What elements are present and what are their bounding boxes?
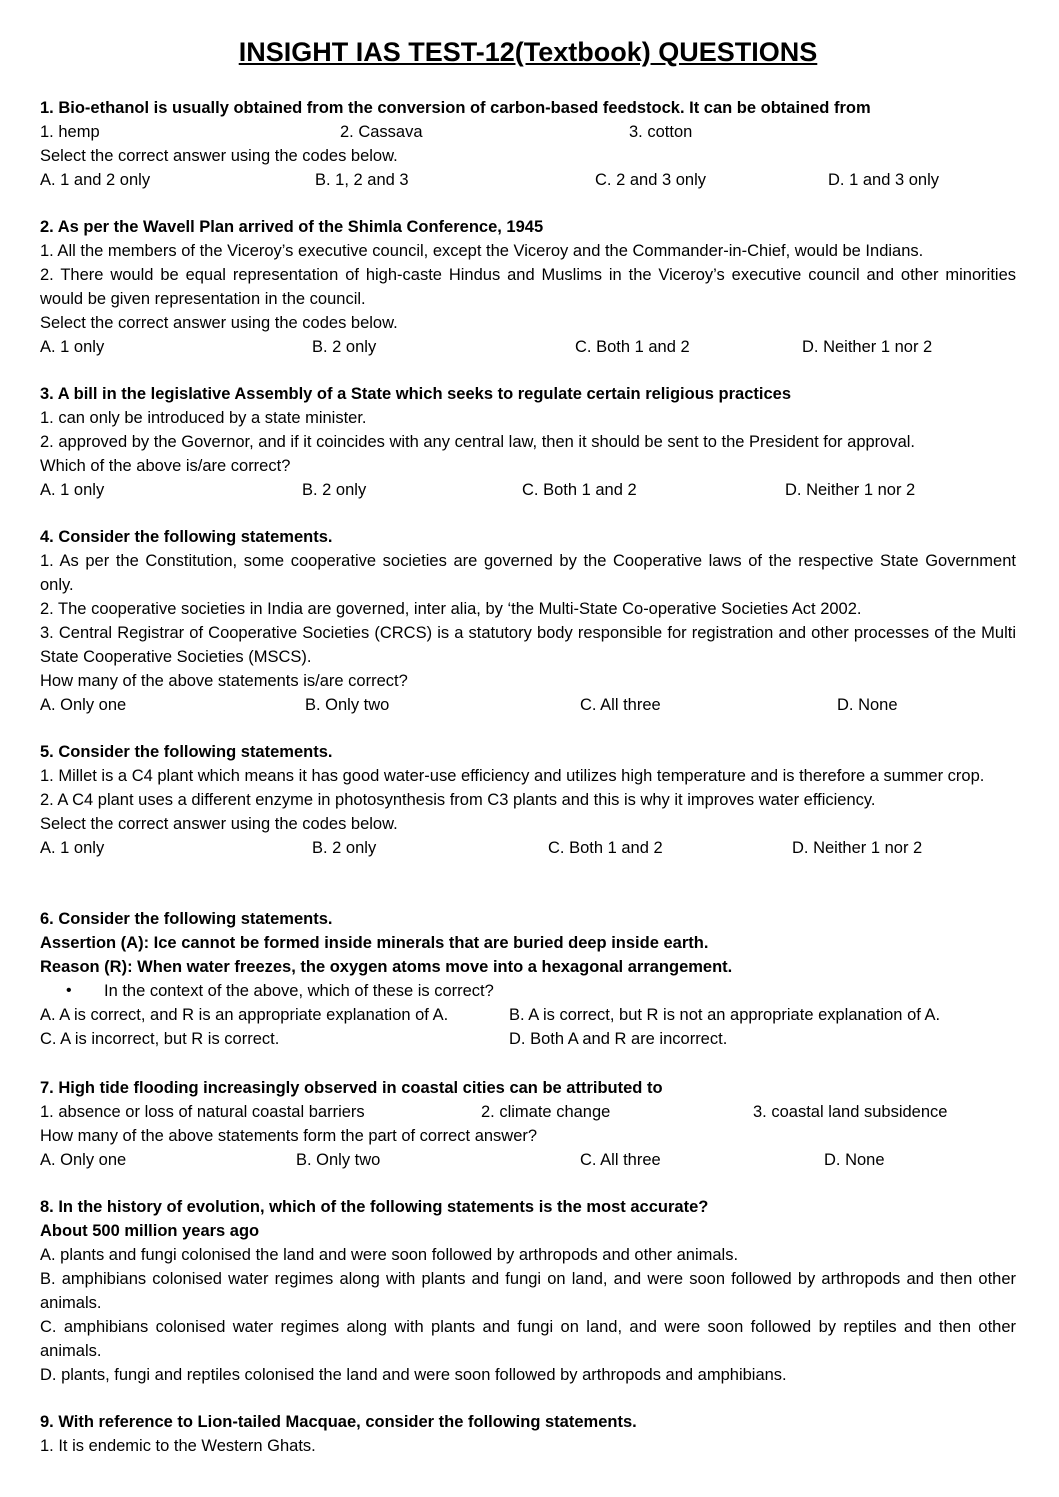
question-stem: 2. As per the Wavell Plan arrived of the Shimla Conference, 1945	[40, 218, 544, 236]
statement: 1. can only be introduced by a state minister.	[40, 409, 367, 427]
option: C. Both 1 and 2	[575, 338, 690, 356]
question-prompt: Select the correct answer using the codes below.	[40, 314, 398, 332]
item: 2. Cassava	[340, 123, 423, 141]
question-stem: 8. In the history of evolution, which of the following statements is the most accurate?	[40, 1198, 709, 1216]
question-stem: 3. A bill in the legislative Assembly of a State which seeks to regulate certain religious practices	[40, 385, 792, 403]
option: B. 2 only	[312, 338, 377, 356]
option: B. 2 only	[312, 839, 377, 857]
question-7	[40, 1076, 1016, 1172]
option-row	[40, 335, 1016, 359]
statement: 2. approved by the Governor, and if it coincides with any central law, then it should be sent to the President for approval.	[40, 433, 916, 451]
option: C. Both 1 and 2	[548, 839, 663, 857]
option-row	[40, 1003, 1016, 1027]
option: C. A is incorrect, but R is correct.	[40, 1030, 280, 1048]
statement: 2. A C4 plant uses a different enzyme in photosynthesis from C3 plants and this is why it improves water efficiency.	[40, 791, 876, 809]
option: A. 1 only	[40, 481, 105, 499]
option: D. None	[824, 1151, 885, 1169]
item-row	[40, 1100, 1016, 1124]
option: C. All three	[580, 696, 661, 714]
option: A. 1 only	[40, 338, 105, 356]
option: D. Neither 1 nor 2	[785, 481, 916, 499]
option-row	[40, 1148, 1016, 1172]
option-row	[40, 168, 1016, 192]
page-title: INSIGHT IAS TEST-12(Textbook) QUESTIONS	[238, 37, 818, 67]
statement: 3. Central Registrar of Cooperative Societies (CRCS) is a statutory body responsible for registration and other processes of the Multi State Cooperative Societies (MSCS).	[40, 624, 1016, 666]
option: A. plants and fungi colonised the land and were soon followed by arthropods and other animals.	[40, 1246, 739, 1264]
question-prompt: How many of the above statements is/are correct?	[40, 672, 408, 690]
item: 3. coastal land subsidence	[753, 1103, 948, 1121]
option: D. 1 and 3 only	[828, 171, 939, 189]
question-prompt: • In the context of the above, which of these is correct?	[40, 979, 1016, 1003]
option-row	[40, 1027, 1016, 1051]
question-3	[40, 382, 1016, 502]
option: B. amphibians colonised water regimes along with plants and fungi on land, and were soon followed by arthropods and then other animals.	[40, 1270, 1016, 1312]
option: B. Only two	[296, 1151, 381, 1169]
item: 1. hemp	[40, 123, 100, 141]
option-row	[40, 693, 1016, 717]
option: D. None	[837, 696, 898, 714]
question-substem: About 500 million years ago	[40, 1222, 260, 1240]
question-4	[40, 525, 1016, 717]
question-stem: 4. Consider the following statements.	[40, 528, 333, 546]
question-stem: 7. High tide flooding increasingly observed in coastal cities can be attributed to	[40, 1079, 663, 1097]
assertion: Assertion (A): Ice cannot be formed inside minerals that are buried deep inside earth.	[40, 934, 709, 952]
question-6	[40, 907, 1016, 1051]
option: B. 1, 2 and 3	[315, 171, 409, 189]
option: D. Neither 1 nor 2	[792, 839, 923, 857]
question-stem: 9. With reference to Lion-tailed Macquae, consider the following statements.	[40, 1413, 637, 1431]
option: B. A is correct, but R is not an appropriate explanation of A.	[509, 1006, 941, 1024]
statement: 2. The cooperative societies in India are governed, inter alia, by ‘the Multi-State Co-operative Societies Act 2002.	[40, 600, 862, 618]
question-prompt: Which of the above is/are correct?	[40, 457, 291, 475]
question-prompt: Select the correct answer using the codes below.	[40, 147, 398, 165]
question-5	[40, 740, 1016, 860]
option: C. 2 and 3 only	[595, 171, 706, 189]
option: D. plants, fungi and reptiles colonised the land and were soon followed by arthropods and amphibians.	[40, 1366, 787, 1384]
option-row	[40, 478, 1016, 502]
item: 2. climate change	[481, 1103, 611, 1121]
option: A. 1 and 2 only	[40, 171, 151, 189]
option: B. Only two	[305, 696, 390, 714]
question-2	[40, 215, 1016, 359]
option: B. 2 only	[302, 481, 367, 499]
question-8	[40, 1195, 1016, 1387]
question-9	[40, 1410, 1016, 1458]
question-prompt: How many of the above statements form the part of correct answer?	[40, 1127, 538, 1145]
statement: 1. It is endemic to the Western Ghats.	[40, 1437, 316, 1455]
option: A. 1 only	[40, 839, 105, 857]
option: A. A is correct, and R is an appropriate explanation of A.	[40, 1006, 449, 1024]
item: 1. absence or loss of natural coastal barriers	[40, 1103, 365, 1121]
question-stem: 6. Consider the following statements.	[40, 910, 333, 928]
statement: 1. As per the Constitution, some cooperative societies are governed by the Cooperative laws of the respective State Government only.	[40, 552, 1016, 594]
option: A. Only one	[40, 696, 127, 714]
option: D. Both A and R are incorrect.	[509, 1030, 728, 1048]
option-row	[40, 836, 1016, 860]
option: C. All three	[580, 1151, 661, 1169]
question-stem: 5. Consider the following statements.	[40, 743, 333, 761]
option: A. Only one	[40, 1151, 127, 1169]
reason: Reason (R): When water freezes, the oxygen atoms move into a hexagonal arrangement.	[40, 958, 733, 976]
item: 3. cotton	[629, 123, 693, 141]
statement: 1. All the members of the Viceroy’s executive council, except the Viceroy and the Commander-in-Chief, would be Indians.	[40, 242, 924, 260]
statement: 1. Millet is a C4 plant which means it has good water-use efficiency and utilizes high temperature and is therefore a summer crop.	[40, 767, 985, 785]
item-row	[40, 120, 1016, 144]
statement: 2. There would be equal representation of high-caste Hindus and Muslims in the Viceroy’s executive council and other minorities would be given representation in the council.	[40, 266, 1016, 308]
question-1	[40, 96, 1016, 192]
option: C. Both 1 and 2	[522, 481, 637, 499]
question-prompt: Select the correct answer using the codes below.	[40, 815, 398, 833]
option: D. Neither 1 nor 2	[802, 338, 933, 356]
question-stem: 1. Bio-ethanol is usually obtained from the conversion of carbon-based feedstock. It can be obtained from	[40, 99, 871, 117]
option: C. amphibians colonised water regimes along with plants and fungi on land, and were soon followed by reptiles and then other animals.	[40, 1318, 1016, 1360]
